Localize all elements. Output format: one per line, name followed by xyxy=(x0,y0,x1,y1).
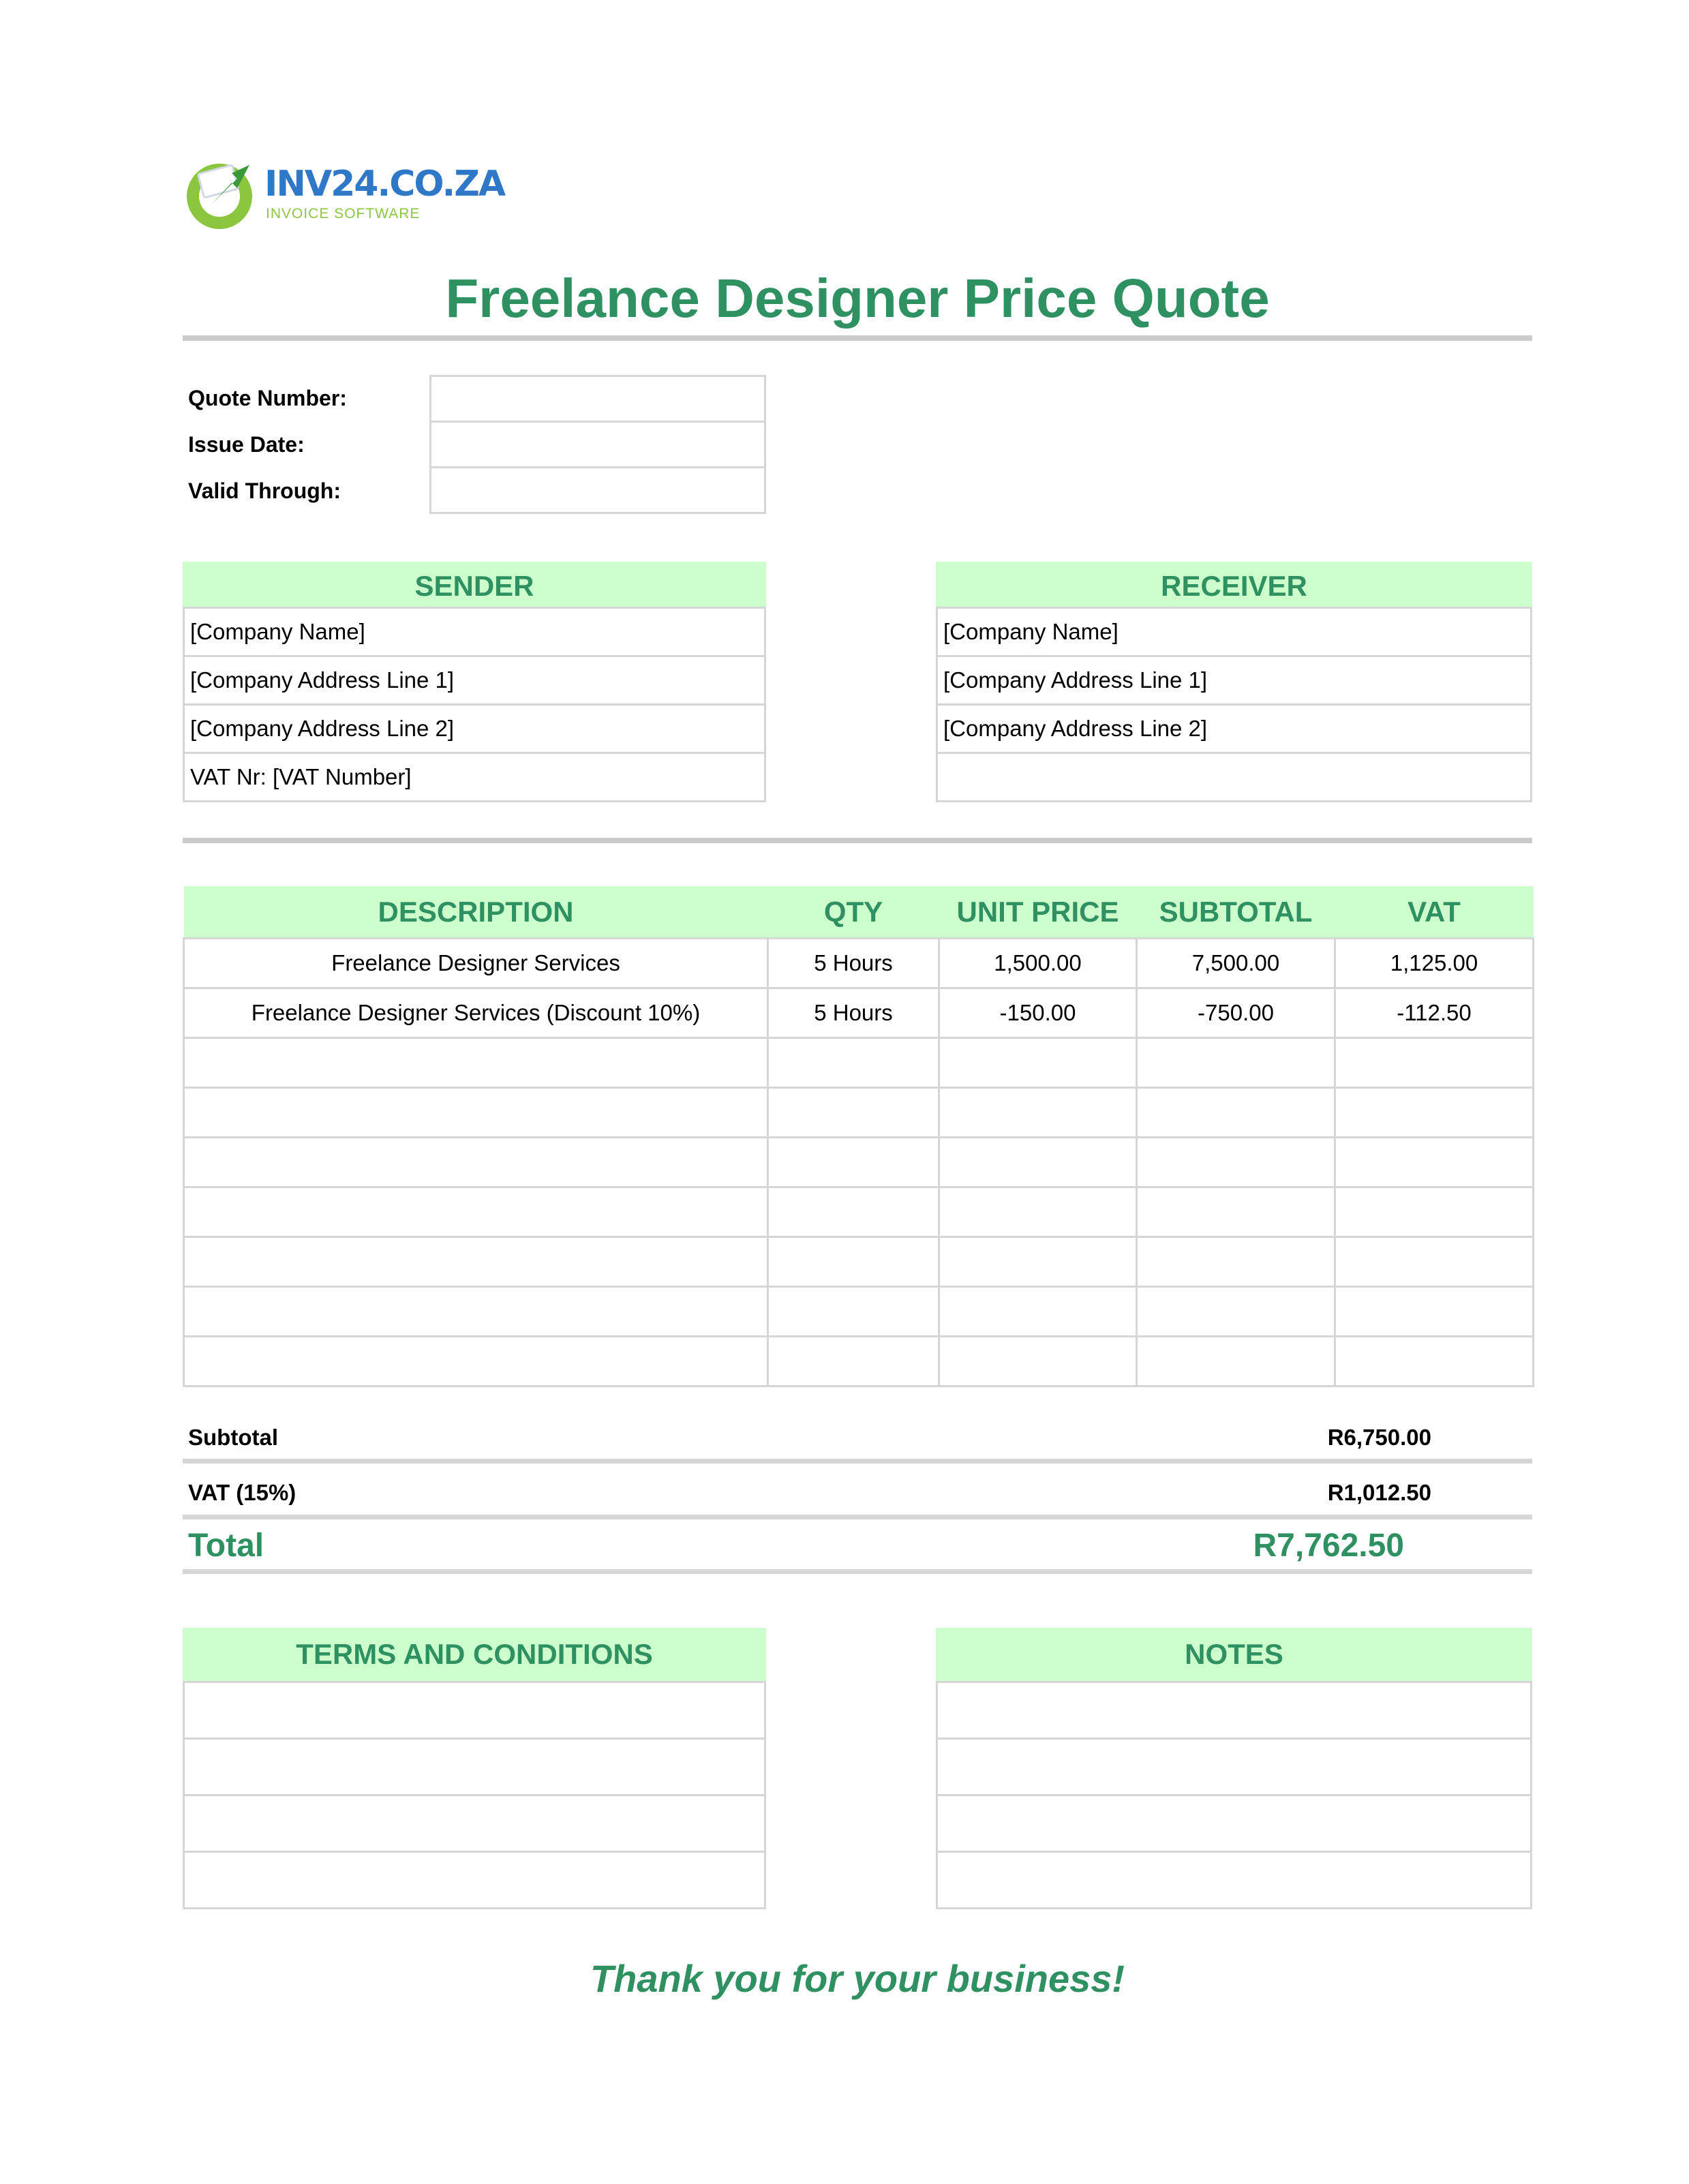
section-divider xyxy=(183,838,1532,843)
empty-cell[interactable] xyxy=(1137,1038,1335,1088)
col-unit-price-header: UNIT PRICE xyxy=(939,886,1137,939)
vat-divider xyxy=(183,1515,1532,1519)
table-row-empty xyxy=(184,1237,1534,1287)
notes-heading: NOTES xyxy=(936,1628,1532,1681)
empty-cell[interactable] xyxy=(939,1187,1137,1237)
item-description[interactable]: Freelance Designer Services (Discount 10%) xyxy=(184,988,768,1038)
item-vat[interactable]: -112.50 xyxy=(1335,988,1534,1038)
notes-line[interactable] xyxy=(936,1796,1532,1853)
total-label: Total xyxy=(188,1528,264,1564)
empty-cell[interactable] xyxy=(1335,1237,1534,1287)
receiver-heading: RECEIVER xyxy=(936,562,1532,607)
logo-tagline: INVOICE SOFTWARE xyxy=(266,206,421,222)
terms-line[interactable] xyxy=(183,1681,766,1740)
subtotal-value: R6,750.00 xyxy=(1327,1425,1431,1450)
receiver-block xyxy=(936,562,1532,802)
valid-through-field[interactable] xyxy=(429,466,766,514)
item-subtotal[interactable]: 7,500.00 xyxy=(1137,939,1335,988)
terms-line[interactable] xyxy=(183,1853,766,1909)
terms-line[interactable] xyxy=(183,1740,766,1796)
logo-name: INV24.CO.ZA xyxy=(264,164,505,204)
item-subtotal[interactable]: -750.00 xyxy=(1137,988,1335,1038)
empty-cell[interactable] xyxy=(939,1337,1137,1386)
col-qty-header: QTY xyxy=(768,886,939,939)
issue-date-label: Issue Date: xyxy=(188,432,305,457)
title-divider xyxy=(183,335,1532,341)
empty-cell[interactable] xyxy=(184,1237,768,1287)
notes-block xyxy=(936,1628,1532,1909)
empty-cell[interactable] xyxy=(1335,1038,1534,1088)
vat-label: VAT (15%) xyxy=(188,1480,296,1505)
notes-line[interactable] xyxy=(936,1853,1532,1909)
empty-cell[interactable] xyxy=(1335,1287,1534,1337)
receiver-company-name[interactable]: [Company Name] xyxy=(936,607,1532,657)
table-row xyxy=(184,988,1534,1038)
receiver-address-line-1[interactable]: [Company Address Line 1] xyxy=(936,657,1532,706)
table-row-empty xyxy=(184,1138,1534,1187)
logo-icon xyxy=(184,155,260,230)
empty-cell[interactable] xyxy=(1335,1187,1534,1237)
terms-line[interactable] xyxy=(183,1796,766,1853)
empty-cell[interactable] xyxy=(184,1088,768,1138)
quote-number-field[interactable] xyxy=(429,375,766,423)
notes-line[interactable] xyxy=(936,1681,1532,1740)
table-row-empty xyxy=(184,1337,1534,1386)
empty-cell[interactable] xyxy=(184,1337,768,1386)
table-row-empty xyxy=(184,1187,1534,1237)
col-description-header: DESCRIPTION xyxy=(184,886,768,939)
sender-address-line-2[interactable]: [Company Address Line 2] xyxy=(183,706,766,754)
total-divider xyxy=(183,1569,1532,1574)
terms-block xyxy=(183,1628,766,1909)
terms-heading: TERMS AND CONDITIONS xyxy=(183,1628,766,1681)
empty-cell[interactable] xyxy=(184,1138,768,1187)
item-qty[interactable]: 5 Hours xyxy=(768,939,939,988)
thank-you-message: Thank you for your business! xyxy=(590,1957,1125,2000)
item-unit-price[interactable]: 1,500.00 xyxy=(939,939,1137,988)
table-row-empty xyxy=(184,1038,1534,1088)
empty-cell[interactable] xyxy=(184,1287,768,1337)
sender-heading: SENDER xyxy=(183,562,766,607)
empty-cell[interactable] xyxy=(939,1237,1137,1287)
empty-cell[interactable] xyxy=(1335,1088,1534,1138)
empty-cell[interactable] xyxy=(1137,1287,1335,1337)
empty-cell[interactable] xyxy=(768,1287,939,1337)
empty-cell[interactable] xyxy=(768,1088,939,1138)
subtotal-divider xyxy=(183,1459,1532,1463)
empty-cell[interactable] xyxy=(768,1138,939,1187)
item-description[interactable]: Freelance Designer Services xyxy=(184,939,768,988)
table-row-empty xyxy=(184,1287,1534,1337)
col-vat-header: VAT xyxy=(1335,886,1534,939)
sender-address-line-1[interactable]: [Company Address Line 1] xyxy=(183,657,766,706)
empty-cell[interactable] xyxy=(939,1138,1137,1187)
empty-cell[interactable] xyxy=(1335,1337,1534,1386)
empty-cell[interactable] xyxy=(1137,1237,1335,1287)
notes-line[interactable] xyxy=(936,1740,1532,1796)
vat-value: R1,012.50 xyxy=(1327,1480,1431,1505)
issue-date-field[interactable] xyxy=(429,421,766,468)
sender-block xyxy=(183,562,766,802)
empty-cell[interactable] xyxy=(1137,1088,1335,1138)
sender-vat-number[interactable]: VAT Nr: [VAT Number] xyxy=(183,754,766,802)
col-subtotal-header: SUBTOTAL xyxy=(1137,886,1335,939)
items-header-row xyxy=(184,886,1534,939)
total-value: R7,762.50 xyxy=(1253,1528,1404,1564)
table-row-empty xyxy=(184,1088,1534,1138)
items-table xyxy=(183,886,1534,1387)
empty-cell[interactable] xyxy=(768,1038,939,1088)
empty-cell[interactable] xyxy=(1137,1138,1335,1187)
subtotal-label: Subtotal xyxy=(188,1425,278,1450)
empty-cell[interactable] xyxy=(1137,1187,1335,1237)
valid-through-label: Valid Through: xyxy=(188,479,341,503)
empty-cell[interactable] xyxy=(768,1237,939,1287)
quote-number-label: Quote Number: xyxy=(188,386,347,410)
item-qty[interactable]: 5 Hours xyxy=(768,988,939,1038)
item-unit-price[interactable]: -150.00 xyxy=(939,988,1137,1038)
empty-cell[interactable] xyxy=(1335,1138,1534,1187)
empty-cell[interactable] xyxy=(184,1038,768,1088)
empty-cell[interactable] xyxy=(939,1088,1137,1138)
logo xyxy=(184,155,505,230)
receiver-extra-line[interactable] xyxy=(936,754,1532,802)
item-vat[interactable]: 1,125.00 xyxy=(1335,939,1534,988)
page-title: Freelance Designer Price Quote xyxy=(445,268,1270,329)
table-row xyxy=(184,939,1534,988)
empty-cell[interactable] xyxy=(184,1187,768,1237)
sender-company-name[interactable]: [Company Name] xyxy=(183,607,766,657)
empty-cell[interactable] xyxy=(768,1187,939,1237)
empty-cell[interactable] xyxy=(768,1337,939,1386)
empty-cell[interactable] xyxy=(939,1038,1137,1088)
receiver-address-line-2[interactable]: [Company Address Line 2] xyxy=(936,706,1532,754)
empty-cell[interactable] xyxy=(939,1287,1137,1337)
empty-cell[interactable] xyxy=(1137,1337,1335,1386)
